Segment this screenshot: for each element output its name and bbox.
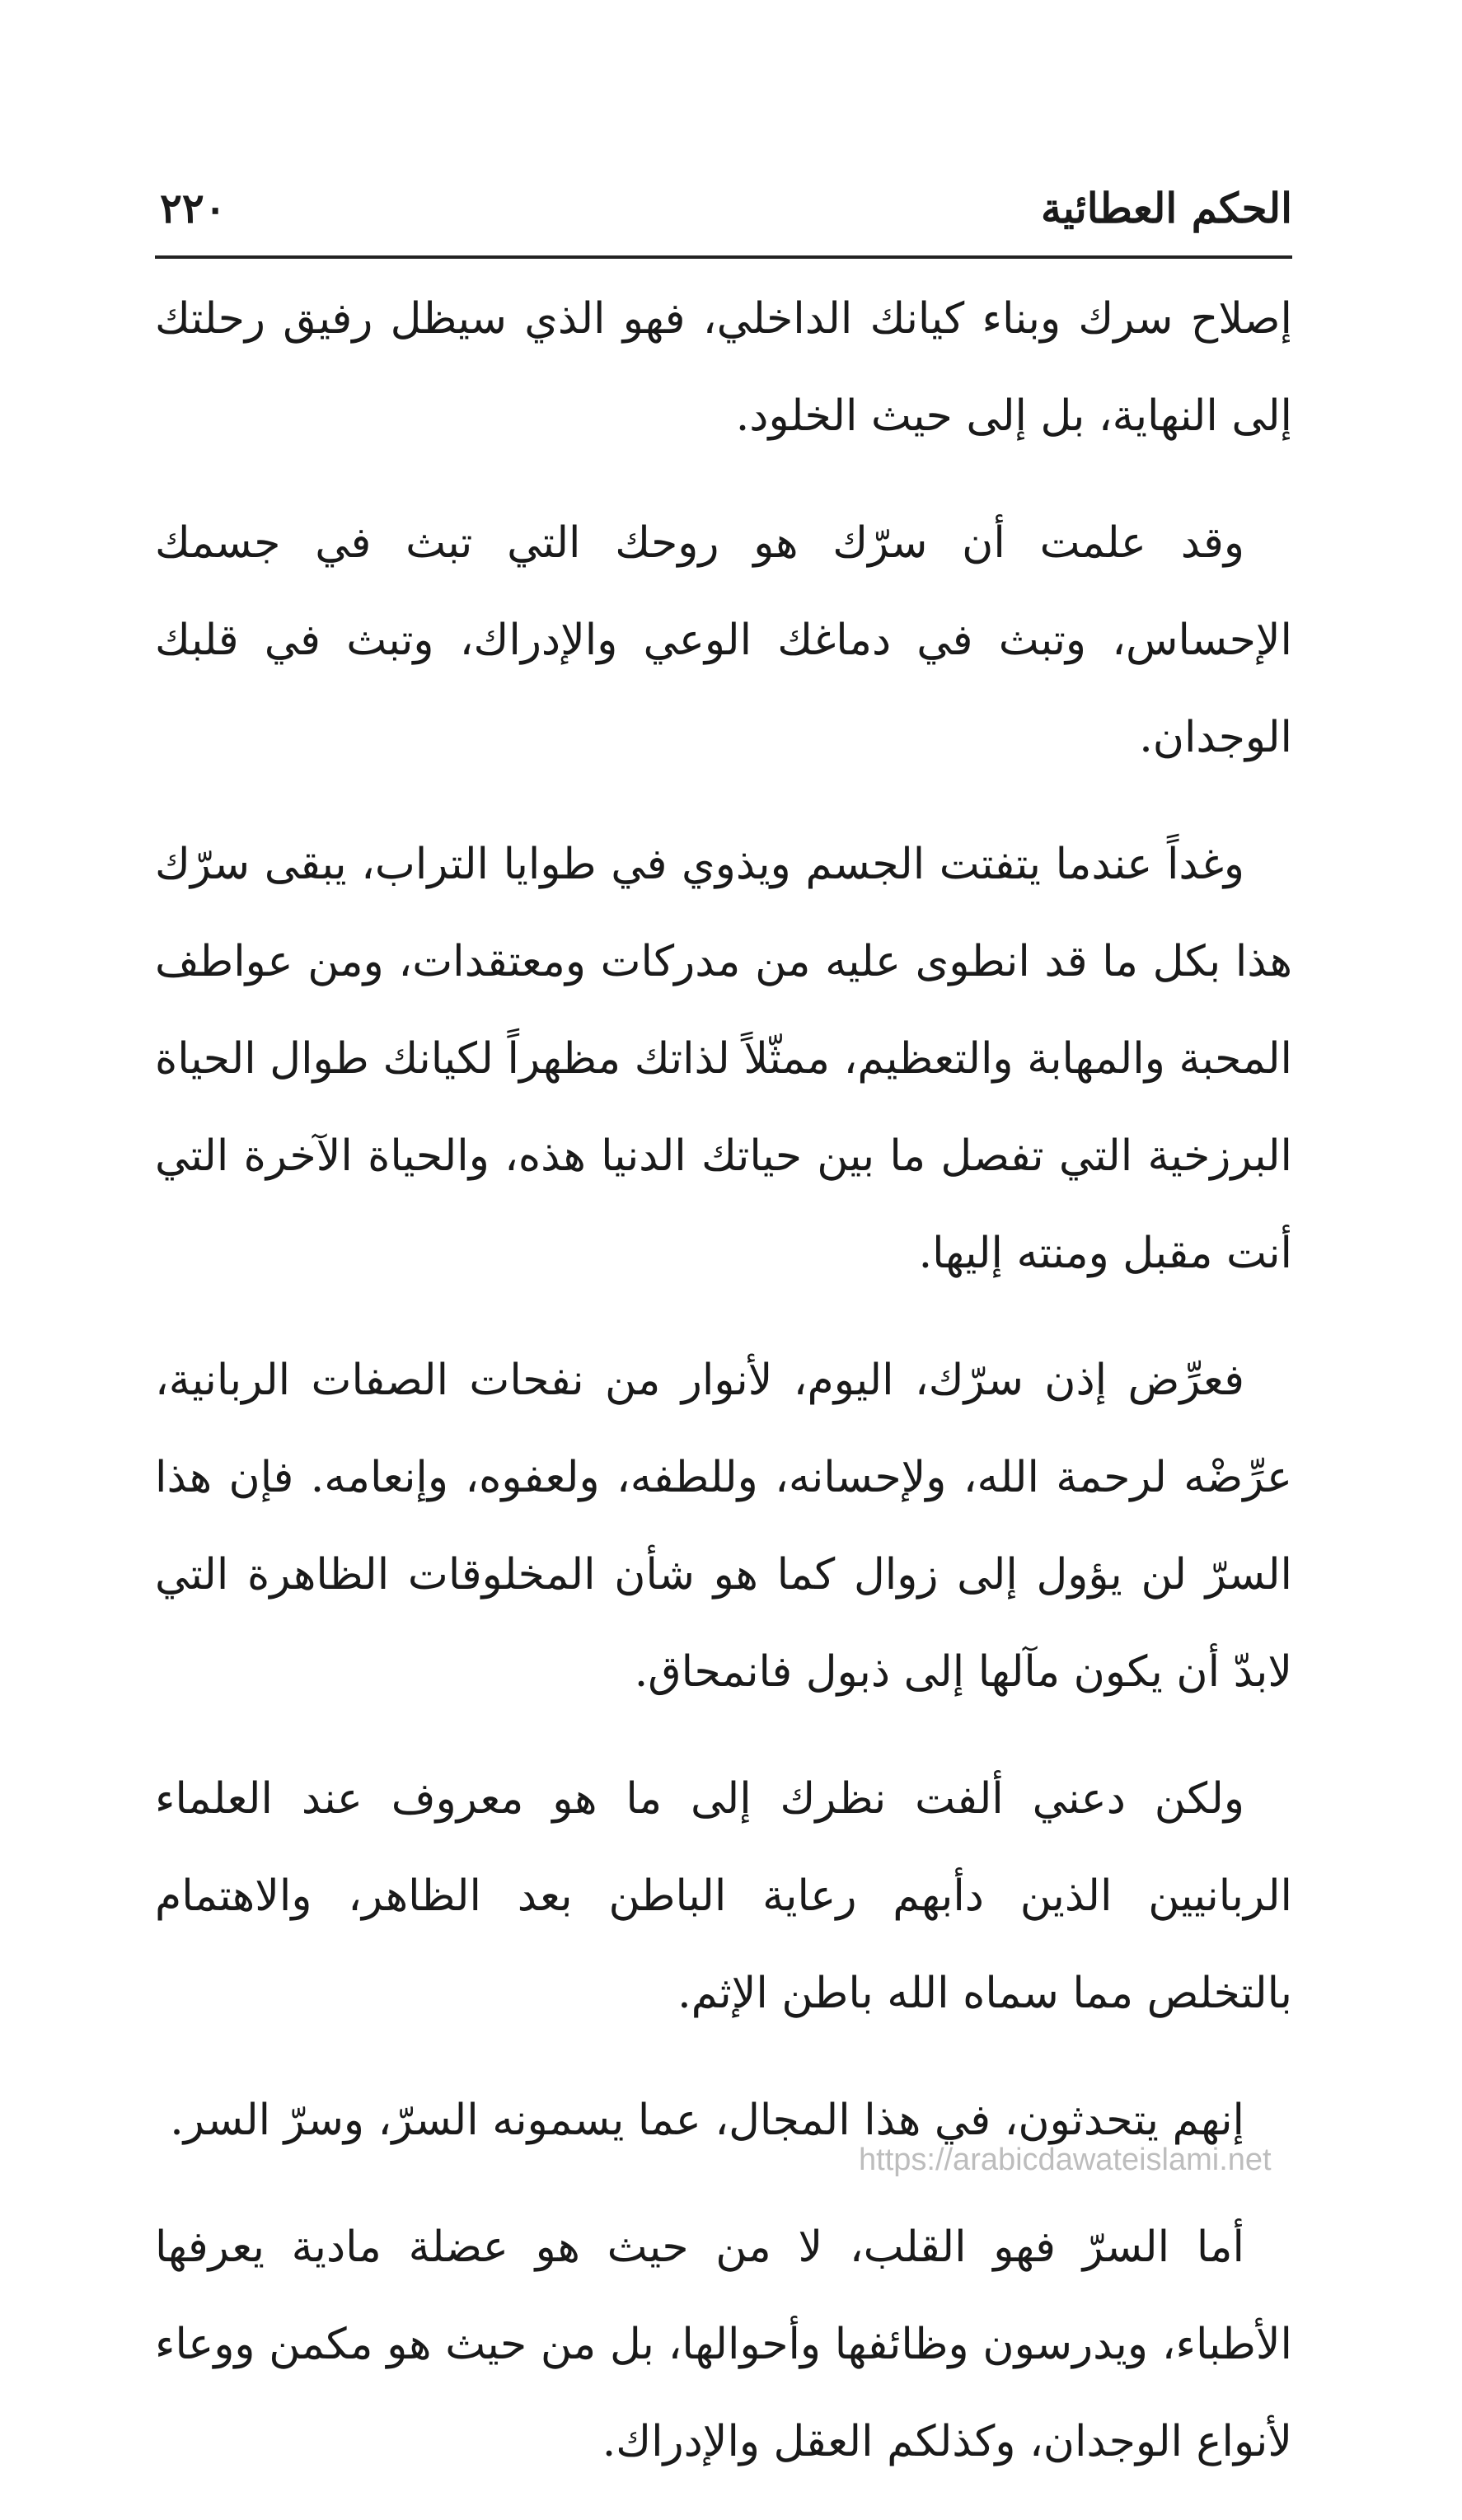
paragraph: أما السرّ فهو القلب، لا من حيث هو عضلة مادية يعرفها الأطباء، ويدرسون وظائفها وأحوالها، بل من حيث هو مكمن ووعاء لأنواع الوجدان، وكذلكم العقل والإدراك.	[155, 2223, 1292, 2466]
page-number: ٢٢٠	[160, 184, 227, 232]
running-header	[155, 157, 1292, 259]
paragraph: ولكن دعني ألفت نظرك إلى ما هو معروف عند العلماء الربانيين الذين دأبهم رعاية الباطن بعد الظاهر، والاهتمام بالتخلص مما سماه الله باطن الإثم.	[155, 1774, 1292, 2018]
paragraph-continuation: إصلاح سرك وبناء كيانك الداخلي، فهو الذي سيظل رفيق رحلتك إلى النهاية، بل إلى حيث الخلود.	[155, 294, 1292, 441]
paragraph: فعرِّض إذن سرّك، اليوم، لأنوار من نفحات الصفات الربانية، عرِّضْه لرحمة الله، ولإحسانه، وللطفه، ولعفوه، وإنعامه. فإن هذا السرّ لن يؤول إلى زوال كما هو شأن المخلوقات الظاهرة التي لابدّ أن يكون مآلها إلى ذبول فانمحاق.	[155, 1356, 1293, 1697]
watermark-url: https://arabicdawateislami.net	[859, 2143, 1272, 2177]
page-body	[155, 270, 1292, 2520]
paragraph: وقد علمت أن سرّك هو روحك التي تبث في جسمك الإحساس، وتبث في دماغك الوعي والإدراك، وتبث في قلبك الوجدان.	[155, 518, 1292, 762]
paragraph: إنهم يتحدثون، في هذا المجال، عما يسمونه السرّ، وسرّ السر.	[170, 2096, 1244, 2145]
book-title: الحكم العطائية	[1040, 184, 1292, 232]
paragraph: وغداً عندما يتفتت الجسم ويذوي في طوايا التراب، يبقى سرّك هذا بكل ما قد انطوى عليه من مدركات ومعتقدات، ومن عواطف المحبة والمهابة والتعظيم، ممثّلاً لذاتك مظهراً لكيانك طوال الحياة البرزخية التي تفصل ما بين حياتك الدنيا هذه، والحياة الآخرة التي أنت مقبل ومنته إليها.	[155, 840, 1292, 1278]
